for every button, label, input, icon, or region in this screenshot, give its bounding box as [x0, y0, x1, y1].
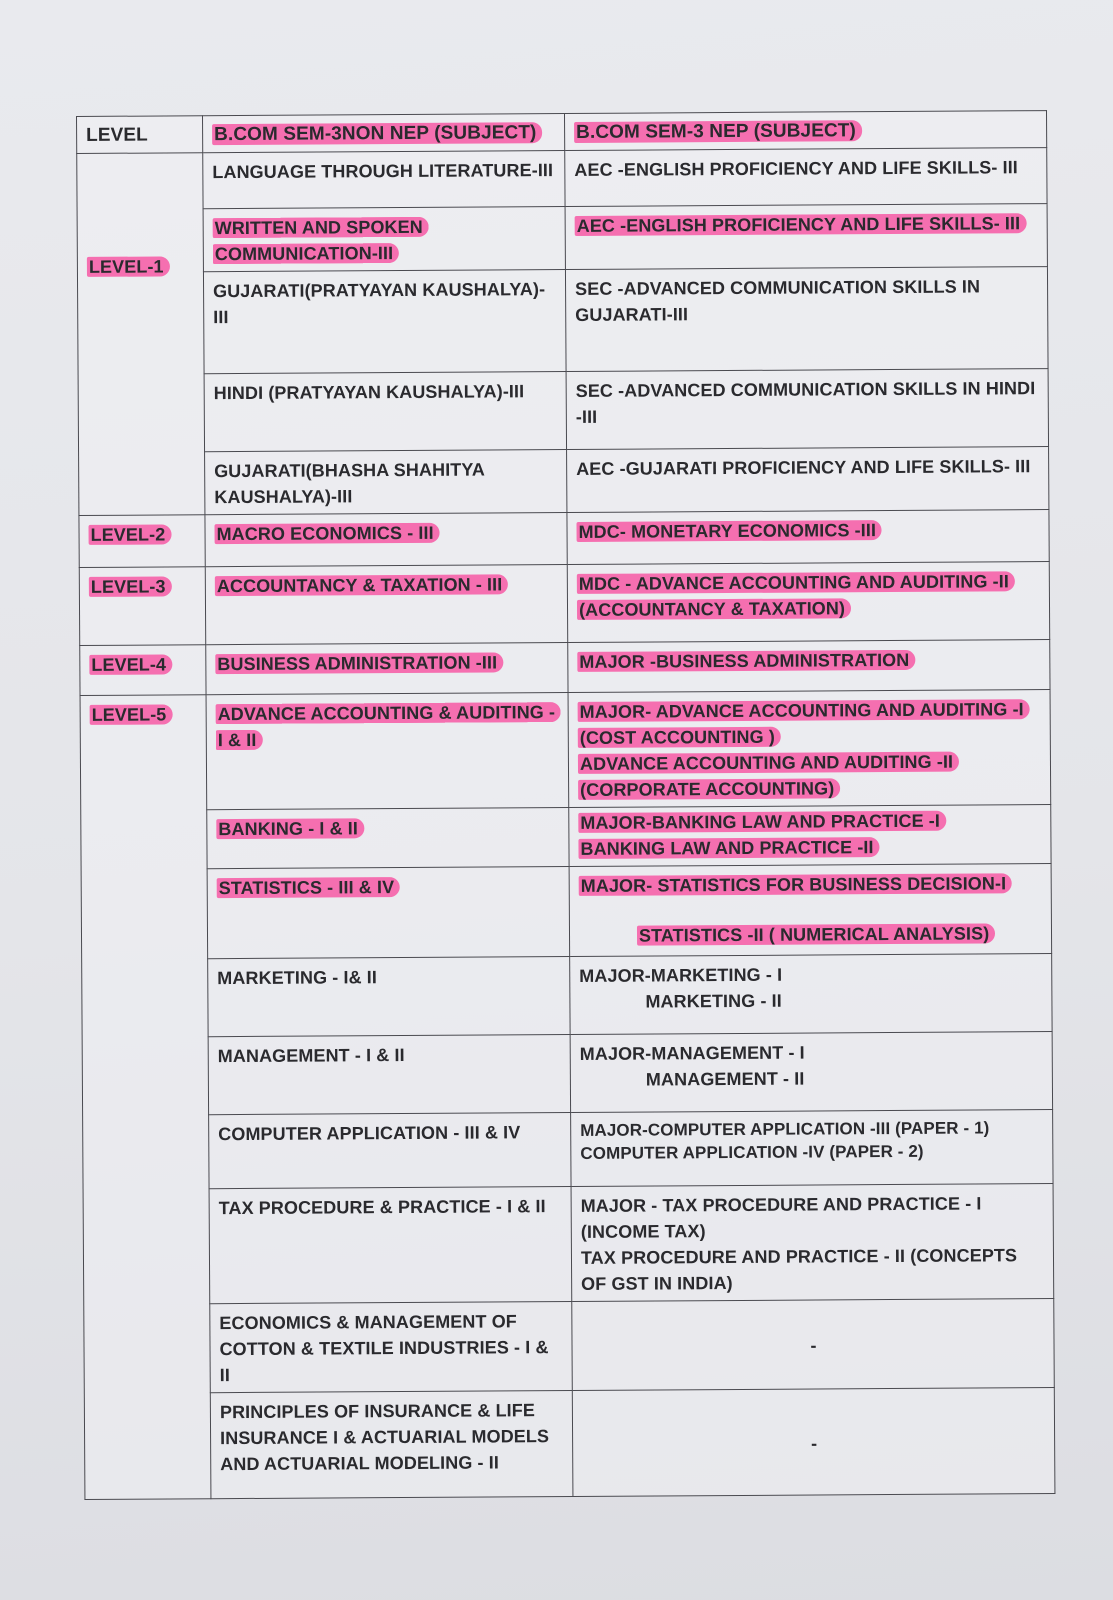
header-nep-label: B.COM SEM-3 NEP (SUBJECT): [574, 120, 862, 143]
level-4-cell: [80, 645, 206, 696]
level-3-label: LEVEL-3: [89, 576, 172, 597]
nep-subject: MAJOR- ADVANCE ACCOUNTING AND AUDITING -I (COST ACCOUNTING ) ADVANCE ACCOUNTING AND AUDITING -II (CORPORATE ACCOUNTING): [568, 690, 1051, 808]
header-row: [77, 111, 1047, 154]
nep-subject: SEC -ADVANCED COMMUNICATION SKILLS IN HINDI -III: [566, 369, 1048, 450]
non-nep-subject: COMPUTER APPLICATION - III & IV: [209, 1112, 571, 1188]
table-row: [79, 562, 1049, 646]
nep-subject: SEC -ADVANCED COMMUNICATION SKILLS IN GUJARATI-III: [565, 267, 1048, 372]
non-nep-subject: MARKETING - I& II: [208, 957, 570, 1037]
table-row: [83, 1110, 1053, 1190]
non-nep-subject: GUJARATI(PRATYAYAN KAUSHALYA)-III: [203, 270, 566, 374]
nep-subject: MDC - ADVANCE ACCOUNTING AND AUDITING -II (ACCOUNTANCY & TAXATION): [567, 562, 1049, 643]
level-2-cell: [79, 515, 205, 568]
nep-subject: -: [572, 1299, 1055, 1391]
table-row: [79, 510, 1049, 568]
non-nep-subject: ADVANCE ACCOUNTING & AUDITING - I & II: [206, 693, 569, 810]
non-nep-subject: HINDI (PRATYAYAN KAUSHALYA)-III: [204, 372, 566, 452]
table-row: [84, 1299, 1055, 1394]
non-nep-subject: BUSINESS ADMINISTRATION -III: [206, 643, 568, 695]
non-nep-subject: PRINCIPLES OF INSURANCE & LIFE INSURANCE I & ACTUARIAL MODELS AND ACTUARIAL MODELING - II: [210, 1390, 573, 1498]
header-non-nep-label: B.COM SEM-3NON NEP (SUBJECT): [212, 122, 542, 145]
non-nep-subject: LANGUAGE THROUGH LITERATURE-III: [203, 151, 565, 209]
nep-subject: MDC- MONETARY ECONOMICS -III: [567, 510, 1049, 565]
non-nep-subject: TAX PROCEDURE & PRACTICE - I & II: [209, 1186, 572, 1303]
nep-subject: MAJOR-MANAGEMENT - I MANAGEMENT - II: [570, 1032, 1052, 1113]
nep-subject: MAJOR-MARKETING - I MARKETING - II: [570, 954, 1052, 1035]
header-level: LEVEL: [77, 116, 203, 154]
table-row: [77, 267, 1048, 375]
table-row: [81, 805, 1051, 870]
table-row: [82, 1032, 1052, 1116]
nep-subject: MAJOR-BANKING LAW AND PRACTICE -I BANKING LAW AND PRACTICE -II: [569, 805, 1051, 867]
level-2-label: LEVEL-2: [88, 524, 171, 545]
table-row: [77, 204, 1047, 273]
table-row: [83, 1184, 1054, 1305]
non-nep-subject: STATISTICS - III & IV: [207, 867, 570, 959]
non-nep-subject: GUJARATI(BHASHA SHAHITYA KAUSHALYA)-III: [205, 450, 567, 515]
nep-subject: -: [572, 1388, 1055, 1497]
level-4-label: LEVEL-4: [89, 654, 172, 675]
nep-subject: MAJOR- STATISTICS FOR BUSINESS DECISION-I STATISTICS -II ( NUMERICAL ANALYSIS): [569, 864, 1052, 957]
nep-subject: MAJOR-COMPUTER APPLICATION -III (PAPER - 1) COMPUTER APPLICATION -IV (PAPER - 2): [571, 1110, 1053, 1187]
nep-subject: AEC -GUJARATI PROFICIENCY AND LIFE SKILLS- III: [567, 447, 1049, 513]
non-nep-subject: ECONOMICS & MANAGEMENT OF COTTON & TEXTILE INDUSTRIES - I & II: [210, 1301, 573, 1392]
non-nep-subject: BANKING - I & II: [207, 808, 569, 869]
syllabus-table-wrap: [76, 110, 1054, 1500]
table-row: [79, 447, 1049, 516]
header-nep: [564, 111, 1046, 151]
level-5-label: LEVEL-5: [90, 704, 173, 725]
header-non-nep: [203, 114, 565, 153]
table-row: [82, 954, 1052, 1038]
level-1-cell: [77, 153, 205, 516]
table-row: [80, 690, 1051, 811]
nep-subject: MAJOR -BUSINESS ADMINISTRATION: [568, 640, 1050, 693]
nep-subject: AEC -ENGLISH PROFICIENCY AND LIFE SKILLS- III: [565, 148, 1047, 207]
level-5-cell: [80, 695, 211, 1500]
table-row: [78, 369, 1048, 453]
table-row: [77, 148, 1047, 210]
non-nep-subject: MACRO ECONOMICS - III: [205, 513, 567, 567]
nep-subject: MAJOR - TAX PROCEDURE AND PRACTICE - I (INCOME TAX) TAX PROCEDURE AND PRACTICE - II (CONCEPTS OF GST IN INDIA): [571, 1184, 1054, 1302]
level-3-cell: [79, 567, 205, 646]
non-nep-subject: ACCOUNTANCY & TAXATION - III: [205, 565, 567, 645]
table-row: [80, 640, 1050, 696]
table-row: [81, 864, 1052, 960]
non-nep-subject: MANAGEMENT - I & II: [208, 1034, 570, 1114]
syllabus-mapping-table: [76, 110, 1055, 1500]
non-nep-subject: WRITTEN AND SPOKEN COMMUNICATION-III: [203, 207, 565, 272]
nep-subject: AEC -ENGLISH PROFICIENCY AND LIFE SKILLS- III: [565, 204, 1047, 270]
table-row: [84, 1388, 1055, 1500]
level-1-label: LEVEL-1: [87, 256, 170, 277]
